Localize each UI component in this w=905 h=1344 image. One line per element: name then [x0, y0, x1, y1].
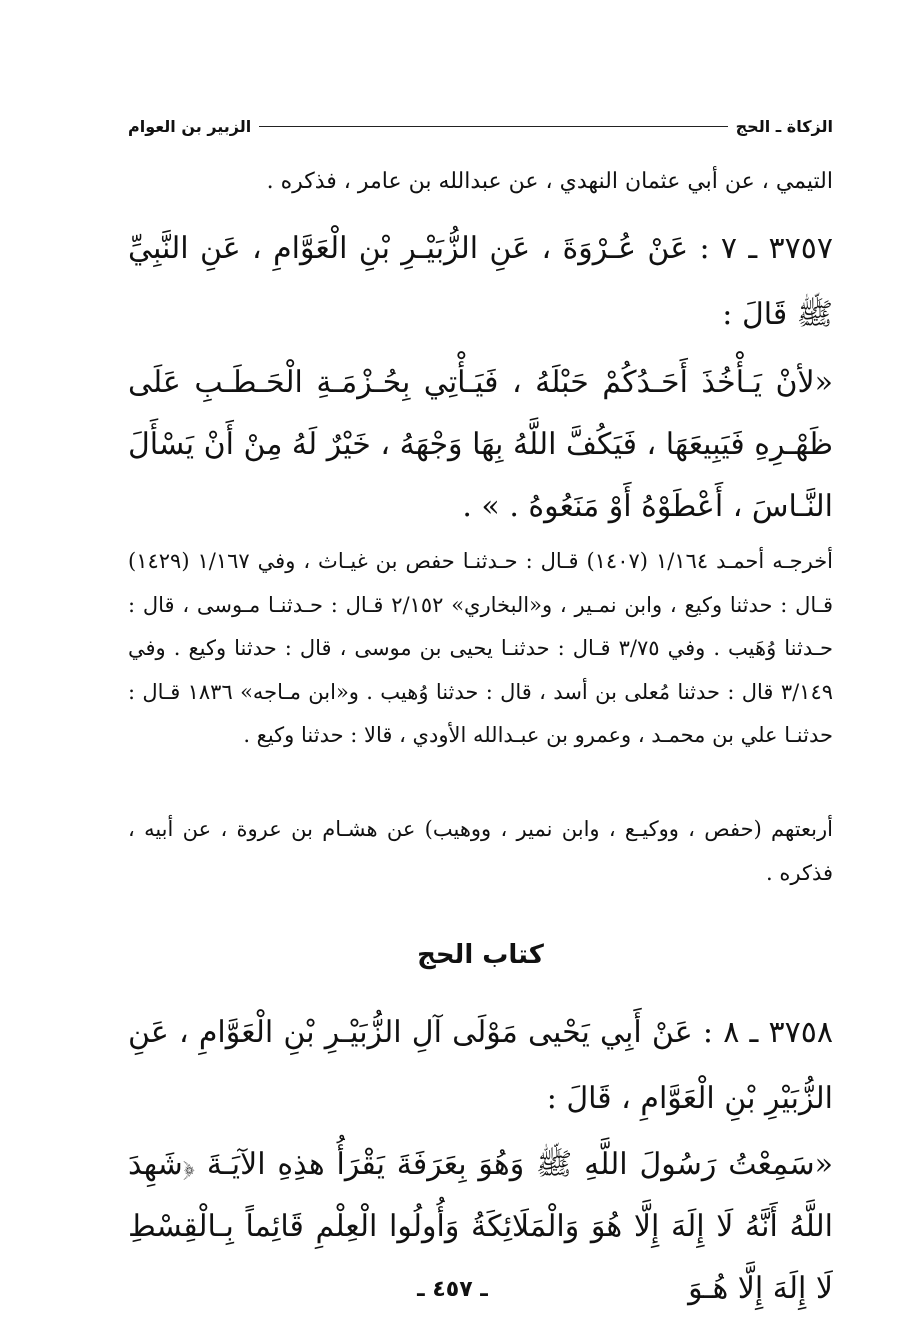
running-header: [128, 112, 833, 140]
hadith-3757-text: «لأنْ يَـأْخُذَ أَحَـدُكُمْ حَبْلَهُ ، فَيَـأْتِي بِحُـزْمَـةِ الْحَـطَـبِ عَلَى ظَهْـرِهِ فَيَبِيعَهَا ، فَيَكُفَّ اللَّهُ بِهَا وَجْهَهُ ، خَيْرٌ لَهُ مِنْ أَنْ يَسْأَلَ النَّـاسَ ، أَعْطَوْهُ أَوْ مَنَعُوهُ . » .: [128, 365, 833, 524]
page-number: ـ ٤٥٧ ـ: [417, 1277, 488, 1302]
section-title: كتاب الحج: [417, 940, 544, 970]
hadith-3757-summary: أربعتهم (حفص ، ووكيـع ، وابن نمير ، ووهيب) عن هشـام بن عروة ، عن أبيه ، فذكره .: [128, 817, 833, 885]
header-rule: [259, 126, 727, 127]
intro-paragraph: التيمي ، عن أبي عثمان النهدي ، عن عبدالله بن عامر ، فذكره .: [266, 169, 833, 194]
header-companion: الزبير بن العوام: [128, 116, 252, 136]
hadith-3757-heading: ٣٧٥٧ ـ ٧ : عَنْ عُـرْوَةَ ، عَنِ الزُّبَيْـرِ بْنِ الْعَوَّامِ ، عَنِ النَّبِيِّ ﷺ قَالَ :: [128, 231, 833, 332]
hadith-3758-heading: ٣٧٥٨ ـ ٨ : عَنْ أَبِي يَحْيى مَوْلَى آلِ الزُّبَيْـرِ بْنِ الْعَوَّامِ ، عَنِ الزُّبَيْرِ بْنِ الْعَوَّامِ ، قَالَ :: [128, 1015, 833, 1116]
header-chapter: الزكاة ـ الحج: [735, 116, 833, 136]
hadith-3758-text: «سَمِعْتُ رَسُولَ اللَّهِ ﷺ وَهُوَ بِعَرَفَةَ يَقْرَأُ هذِهِ الآيَـةَ ﴿شَهِدَ اللَّهُ أَنَّهُ لَا إِلَهَ إِلَّا هُوَ وَالْمَلَائِكَةُ وَأُولُوا الْعِلْمِ قَائِماً بِـالْقِسْطِ لَا إِلَهَ إِلَّا هُـوَ: [128, 1147, 833, 1306]
hadith-3757-takhrij: أخرجـه أحمـد ١/١٦٤ (١٤٠٧) قـال : حـدثنـا حفص بن غيـاث ، وفي ١/١٦٧ (١٤٢٩) قـال : حدثنا وكيع ، وابن نمـير ، و«البخاري» ٢/١٥٢ قـال : حـدثنـا مـوسى ، قال : حـدثنا وُهَيب . وفي ٣/٧٥ قـال : حدثنـا يحيى بن موسى ، قال : حدثنا وكيع . وفي ٣/١٤٩ قال : حدثنا مُعلى بن أسد ، قال : حدثنا وُهيب . و«ابن مـاجه» ١٨٣٦ قـال : حدثنـا علي بن محمـد ، وعمرو بن عبـدالله الأودي ، قالا : حدثنا وكيع .: [128, 549, 834, 747]
